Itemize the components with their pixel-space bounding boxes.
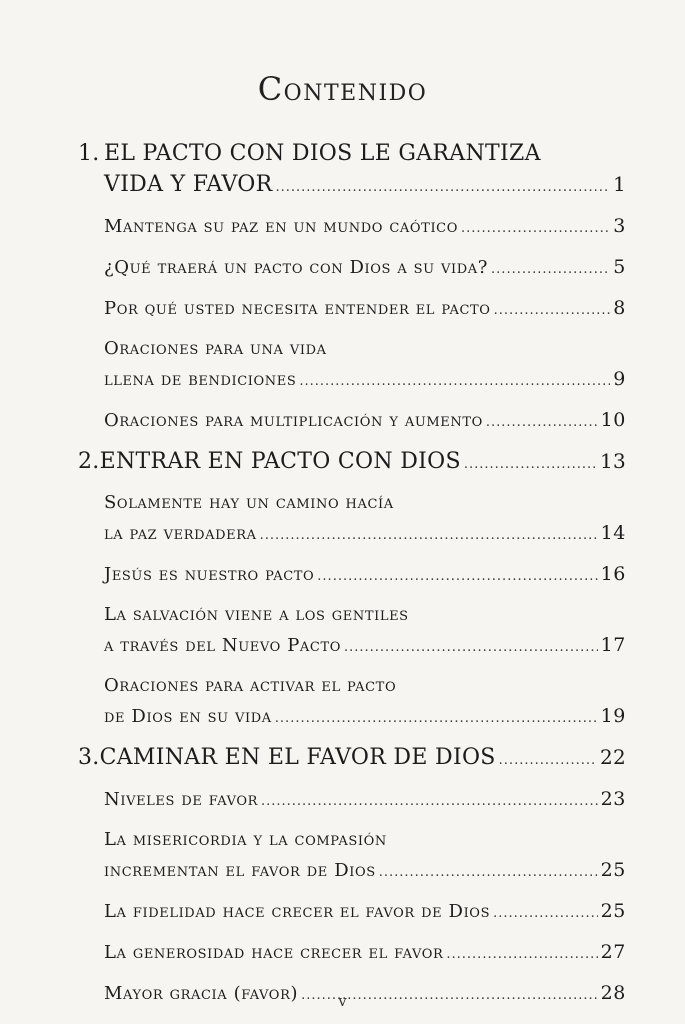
chapter-2 <box>78 446 626 734</box>
page-number: 16 <box>600 563 626 585</box>
dot-leader <box>299 367 610 397</box>
entry-line <box>104 518 626 551</box>
entry-line <box>104 701 626 734</box>
entry-text: Mantenga su paz en un mundo caótico <box>104 216 458 237</box>
entry-text: Mayor gracia (favor) <box>104 983 299 1004</box>
chapter-title-line1 <box>78 138 626 169</box>
dot-leader <box>260 521 598 551</box>
entry-text: Niveles de favor <box>104 789 258 810</box>
chapter-title-line <box>78 446 626 480</box>
entry-text: Por qué usted necesita entender el pacto <box>104 298 491 319</box>
toc-entry <box>104 600 626 663</box>
chapter-entries <box>78 784 626 1011</box>
toc-entry <box>104 334 626 397</box>
toc-entry <box>104 293 626 326</box>
page-number: 22 <box>599 745 626 769</box>
entry-text-line1: La misericordia y la compasión <box>104 829 387 850</box>
dot-leader <box>494 296 611 326</box>
page-number: 17 <box>600 634 626 656</box>
entry-text-line1: Oraciones para una vida <box>104 338 327 359</box>
entry-text-line1: La salvación viene a los gentiles <box>104 604 409 625</box>
toc-entry <box>104 405 626 438</box>
page-number: 9 <box>613 368 626 390</box>
page-number-footer: v <box>338 992 347 1010</box>
page-number: 5 <box>613 256 626 278</box>
page-number: 13 <box>599 449 626 473</box>
dot-leader <box>275 704 598 734</box>
entry-line <box>104 937 626 970</box>
dot-leader <box>493 899 598 929</box>
entry-line <box>104 896 626 929</box>
dot-leader <box>261 787 598 817</box>
toc-entry <box>104 559 626 592</box>
chapter-1 <box>78 138 626 438</box>
dot-leader <box>275 172 610 203</box>
entry-line <box>104 211 626 244</box>
chapter-title-text: EL PACTO CON DIOS LE GARANTIZA <box>104 141 541 166</box>
toc-entry <box>104 671 626 734</box>
chapter-title-text: ENTRAR EN PACTO CON DIOS <box>99 449 461 474</box>
entry-line <box>104 784 626 817</box>
entry-line <box>104 293 626 326</box>
page-title: Contenido <box>257 70 428 108</box>
toc-entry <box>104 784 626 817</box>
entry-text: La generosidad hace crecer el favor <box>104 942 444 963</box>
toc-entry <box>104 488 626 551</box>
page-number: 10 <box>600 409 626 431</box>
dot-leader <box>464 449 597 480</box>
entry-text: incrementan el favor de Dios <box>104 860 376 881</box>
entry-line <box>104 559 626 592</box>
entry-line <box>104 364 626 397</box>
entry-line <box>104 252 626 285</box>
page-number: 28 <box>600 982 626 1004</box>
toc-entry <box>104 252 626 285</box>
page-number: 25 <box>600 900 626 922</box>
page-number: 1 <box>612 172 626 196</box>
entry-line <box>104 855 626 888</box>
chapter-number: 1. <box>78 141 100 166</box>
entry-text: llena de bendiciones <box>104 369 297 390</box>
chapter-number: 3. <box>78 745 100 770</box>
dot-leader <box>446 940 597 970</box>
toc-entry <box>104 211 626 244</box>
dot-leader <box>344 633 598 663</box>
dot-leader <box>317 562 597 592</box>
page-number: 8 <box>613 297 626 319</box>
dot-leader <box>379 858 598 888</box>
dot-leader <box>486 408 598 438</box>
chapter-entries <box>78 211 626 438</box>
entry-text-line1: Oraciones para activar el pacto <box>104 675 397 696</box>
entry-line <box>104 405 626 438</box>
toc-entry <box>104 825 626 888</box>
entry-text: Oraciones para multiplicación y aumento <box>104 410 483 431</box>
entry-text: de Dios en su vida <box>104 706 272 727</box>
chapter-title-line2 <box>78 169 626 203</box>
entry-text: la paz verdadera <box>104 523 257 544</box>
dot-leader <box>461 214 610 244</box>
chapter-3 <box>78 742 626 1011</box>
chapter-title-line <box>78 742 626 776</box>
toc-entry <box>104 937 626 970</box>
entry-line <box>104 630 626 663</box>
page-number: 23 <box>600 788 626 810</box>
entry-text: La fidelidad hace crecer el favor de Dios <box>104 901 491 922</box>
entry-text: Jesús es nuestro pacto <box>104 564 315 585</box>
page-number: 27 <box>600 941 626 963</box>
entry-text: ¿Qué traerá un pacto con Dios a su vida? <box>104 257 489 278</box>
toc-entry <box>104 896 626 929</box>
table-of-contents <box>78 138 626 1011</box>
page-number: 19 <box>600 705 626 727</box>
page-number: 25 <box>600 859 626 881</box>
page-number: 14 <box>600 522 626 544</box>
chapter-entries <box>78 488 626 734</box>
dot-leader <box>491 255 610 285</box>
entry-text-line1: Solamente hay un camino hacía <box>104 492 394 513</box>
chapter-title-text: VIDA Y FAVOR <box>104 172 273 197</box>
chapter-number: 2. <box>78 449 100 474</box>
entry-text: a través del Nuevo Pacto <box>104 635 341 656</box>
page-number: 3 <box>613 215 626 237</box>
dot-leader <box>499 745 597 776</box>
chapter-title-text: CAMINAR EN EL FAVOR DE DIOS <box>99 745 496 770</box>
